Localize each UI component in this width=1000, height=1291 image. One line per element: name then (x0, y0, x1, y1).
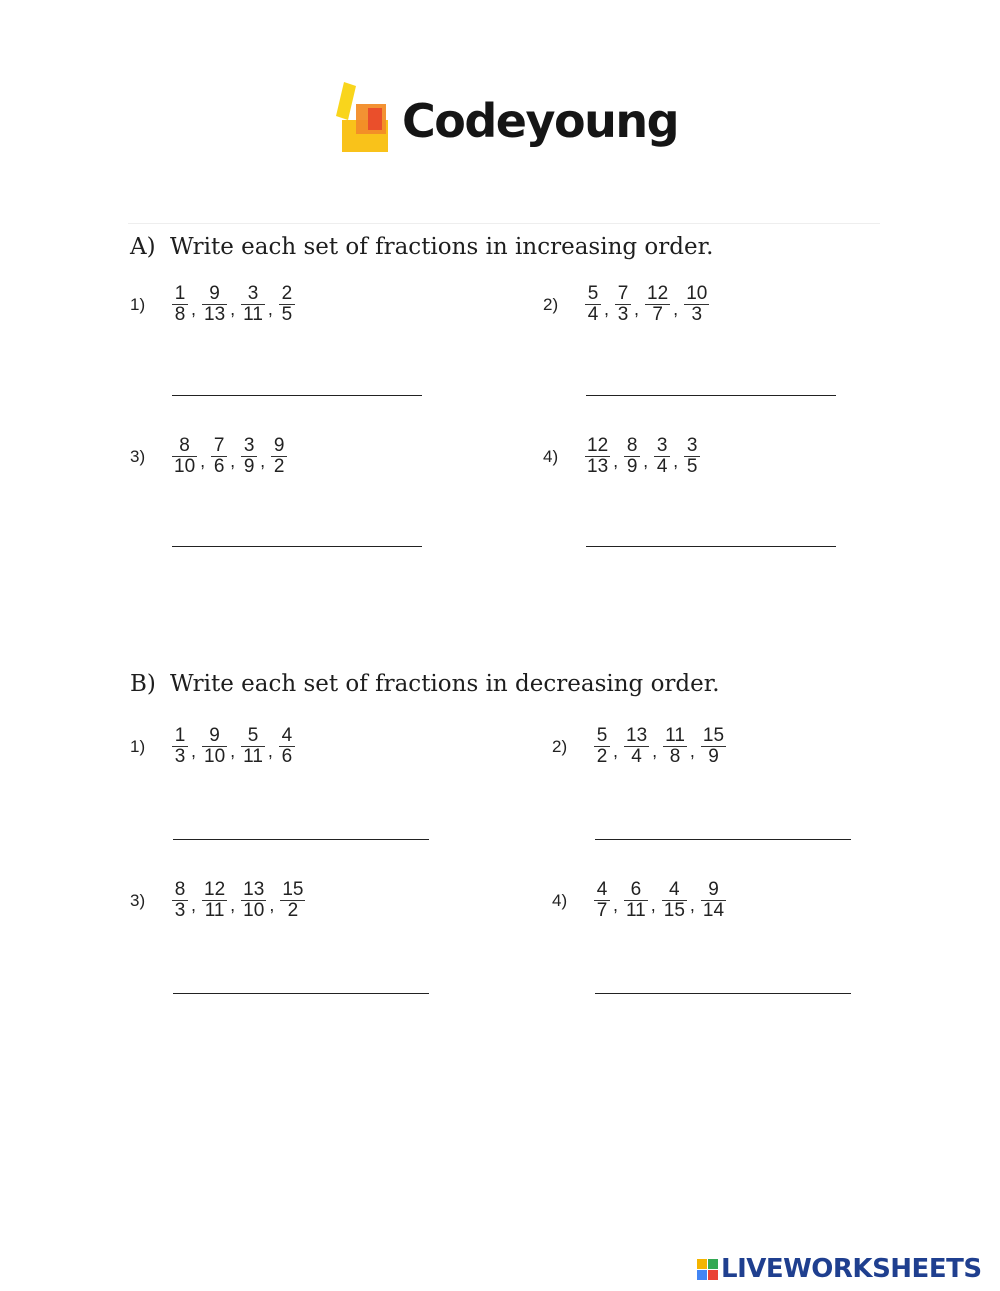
problem-b4: 4) $\frac{4}{7}$ , $\frac{6}{11}$ , $\frac{4}{15}$ , $\frac{9}{14}$ (552, 879, 725, 922)
fraction: $\frac{5}{2}$ (594, 726, 610, 767)
answer-line-b3[interactable] (173, 993, 429, 994)
answer-line-a3[interactable] (172, 546, 422, 547)
problem-number: 2) (552, 736, 568, 756)
answer-line-b1[interactable] (173, 839, 429, 840)
fraction: $\frac{7}{3}$ (615, 284, 631, 325)
fraction: $\frac{1}{3}$ (172, 726, 188, 767)
fraction: $\frac{12}{11}$ (204, 879, 226, 922)
section-instruction: Write each set of fractions in increasing order. (170, 234, 714, 260)
fraction: $\frac{2}{5}$ (279, 284, 295, 325)
problem-number: 2) (543, 294, 559, 314)
fraction: $\frac{8}{9}$ (624, 436, 640, 477)
answer-line-b2[interactable] (595, 839, 851, 840)
footer-text: LIVEWORKSHEETS (721, 1254, 982, 1284)
answer-line-b4[interactable] (595, 993, 851, 994)
problem-a1: 1) $\frac{1}{8}$ , $\frac{9}{13}$ , $\frac{3}{11}$ , $\frac{2}{5}$ (130, 284, 295, 325)
fraction: $\frac{10}{3}$ (686, 283, 708, 326)
problem-number: 1) (130, 736, 146, 756)
fraction: $\frac{5}{11}$ (243, 725, 263, 768)
fraction: $\frac{12}{7}$ (647, 283, 669, 326)
problem-number: 4) (552, 890, 568, 910)
fraction: $\frac{3}{4}$ (654, 436, 670, 477)
problem-number: 1) (130, 294, 146, 314)
fraction: $\frac{4}{7}$ (594, 880, 610, 921)
answer-line-a2[interactable] (586, 395, 836, 396)
section-letter: A) (130, 234, 156, 260)
codeyoung-logo-icon (334, 80, 394, 155)
problem-number: 3) (130, 890, 146, 910)
answer-line-a4[interactable] (586, 546, 836, 547)
fraction: $\frac{15}{9}$ (702, 725, 725, 768)
liveworksheets-logo-icon (697, 1259, 718, 1280)
fraction: $\frac{9}{14}$ (702, 879, 725, 922)
fraction: $\frac{1}{8}$ (172, 284, 188, 325)
fraction: $\frac{12}{13}$ (587, 435, 609, 478)
problem-number: 4) (543, 446, 559, 466)
fraction: $\frac{15}{2}$ (282, 879, 304, 922)
problem-b3: 3) $\frac{8}{3}$ , $\frac{12}{11}$ , $\frac{13}{10}$ , $\frac{15}{2}$ (130, 879, 304, 922)
answer-line-a1[interactable] (172, 395, 422, 396)
brand-name: Codeyoung (402, 94, 678, 148)
fraction: $\frac{6}{11}$ (626, 879, 646, 922)
fraction: $\frac{3}{9}$ (241, 436, 257, 477)
liveworksheets-watermark (697, 1254, 982, 1284)
header-divider (128, 223, 880, 224)
fraction: $\frac{9}{10}$ (204, 725, 226, 768)
fraction: $\frac{4}{6}$ (279, 726, 295, 767)
fraction: $\frac{13}{4}$ (626, 725, 648, 768)
section-a-heading (130, 234, 713, 260)
problem-a3: 3) $\frac{8}{10}$ , $\frac{7}{6}$ , $\frac{3}{9}$ , $\frac{9}{2}$ (130, 436, 287, 477)
problem-b1: 1) $\frac{1}{3}$ , $\frac{9}{10}$ , $\frac{5}{11}$ , $\frac{4}{6}$ (130, 726, 295, 767)
problem-number: 3) (130, 446, 146, 466)
fraction: $\frac{5}{4}$ (585, 284, 601, 325)
fraction: $\frac{8}{10}$ (174, 435, 196, 478)
fraction: $\frac{9}{2}$ (271, 436, 287, 477)
problem-b2: 2) $\frac{5}{2}$ , $\frac{13}{4}$ , $\frac{11}{8}$ , $\frac{15}{9}$ (552, 725, 725, 768)
section-instruction: Write each set of fractions in decreasing order. (170, 671, 720, 697)
fraction: $\frac{11}{8}$ (665, 725, 685, 768)
fraction: $\frac{13}{10}$ (243, 879, 265, 922)
problem-a4: 4) $\frac{12}{13}$ , $\frac{8}{9}$ , $\frac{3}{4}$ , $\frac{3}{5}$ (543, 436, 700, 477)
fraction: $\frac{4}{15}$ (663, 879, 685, 922)
fraction: $\frac{3}{5}$ (684, 436, 700, 477)
section-b-heading (130, 671, 720, 697)
section-letter: B) (130, 671, 156, 697)
problem-a2: 2) $\frac{5}{4}$ , $\frac{7}{3}$ , $\frac{12}{7}$ , $\frac{10}{3}$ (543, 283, 708, 326)
fraction: $\frac{8}{3}$ (172, 880, 188, 921)
fraction: $\frac{3}{11}$ (243, 283, 263, 326)
fraction: $\frac{9}{13}$ (204, 283, 226, 326)
fraction: $\frac{7}{6}$ (211, 436, 227, 477)
